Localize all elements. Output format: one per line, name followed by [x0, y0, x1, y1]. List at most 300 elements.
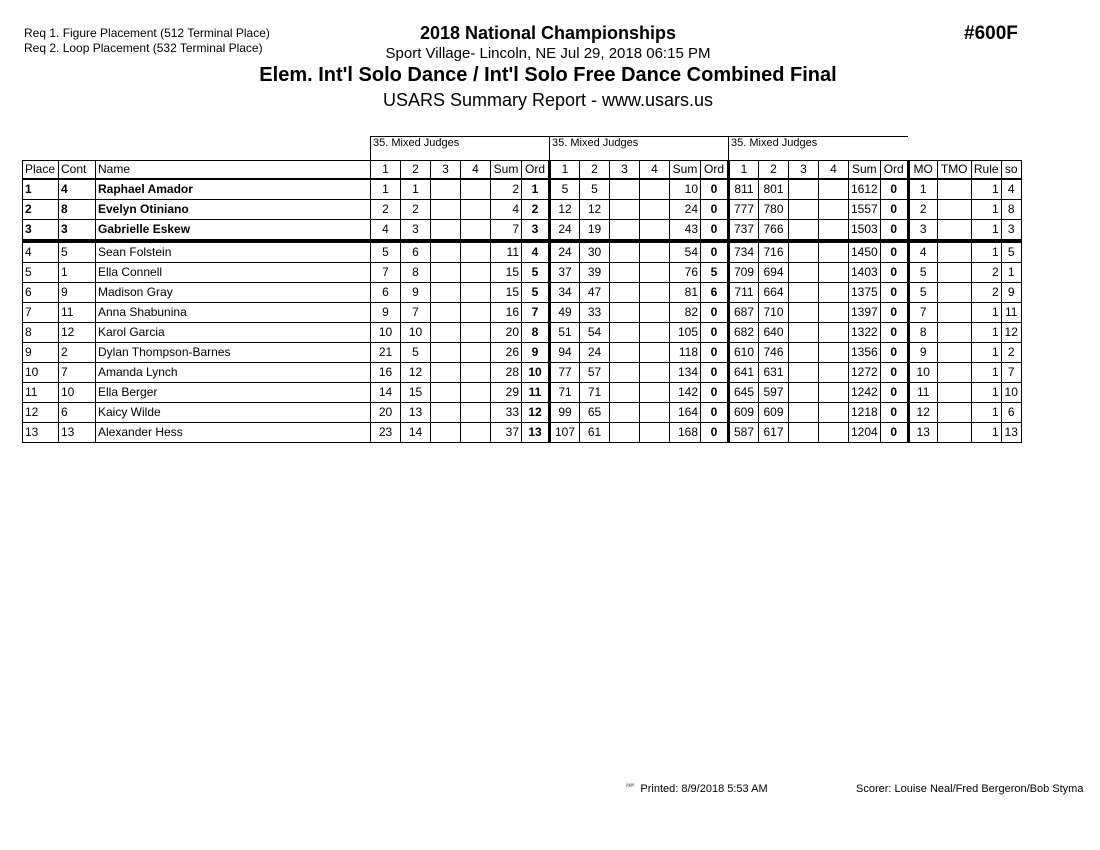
cell-b4: [640, 263, 670, 283]
cell-c4: [819, 343, 849, 363]
cell-b4: [640, 343, 670, 363]
cell-a1: 5: [371, 241, 401, 263]
cell-c1: 811: [729, 179, 759, 200]
column-header-row: [23, 161, 1022, 180]
cell-so: 10: [1001, 383, 1021, 403]
column-header: 1: [550, 161, 580, 180]
cell-mo: 12: [908, 403, 937, 423]
cell-c4: [819, 383, 849, 403]
cell-rule: 1: [971, 363, 1001, 383]
column-header: MO: [908, 161, 937, 180]
column-header: Ord: [522, 161, 550, 180]
cell-cont: 1: [59, 263, 96, 283]
cell-a2: 6: [401, 241, 431, 263]
cell-c1: 609: [729, 403, 759, 423]
cell-bord: 0: [701, 200, 729, 220]
cell-b3: [610, 383, 640, 403]
cell-c1: 709: [729, 263, 759, 283]
cell-bord: 6: [701, 283, 729, 303]
cell-mo: 9: [908, 343, 937, 363]
column-header: Name: [96, 161, 371, 180]
cell-rule: 2: [971, 263, 1001, 283]
cell-cont: 3: [59, 220, 96, 242]
column-header: 2: [759, 161, 789, 180]
column-header: Cont: [59, 161, 96, 180]
printed-info: [626, 783, 768, 795]
table-row: [23, 179, 1022, 200]
cell-a4: [461, 323, 491, 343]
cell-a3: [431, 200, 461, 220]
cell-a2: 12: [401, 363, 431, 383]
cell-mo: 7: [908, 303, 937, 323]
cell-a4: [461, 403, 491, 423]
cell-c1: 777: [729, 200, 759, 220]
cell-a3: [431, 220, 461, 242]
cell-a2: 13: [401, 403, 431, 423]
cell-aord: 2: [522, 200, 550, 220]
cell-csum: 1612: [849, 179, 881, 200]
cell-a4: [461, 423, 491, 443]
cell-a4: [461, 303, 491, 323]
cell-tmo: [937, 283, 971, 303]
printed-date: Printed: 8/9/2018 5:53 AM: [640, 783, 768, 795]
column-header: 4: [461, 161, 491, 180]
cell-c4: [819, 220, 849, 242]
cell-a4: [461, 263, 491, 283]
venue-date: Sport Village- Lincoln, NE Jul 29, 2018 06:15 PM: [385, 45, 711, 62]
cell-b2: 24: [580, 343, 610, 363]
cell-c2: 746: [759, 343, 789, 363]
cell-csum: 1272: [849, 363, 881, 383]
cell-cord: 0: [880, 363, 908, 383]
cell-asum: 2: [491, 179, 522, 200]
cell-csum: 1403: [849, 263, 881, 283]
judge-group-end: [522, 137, 550, 161]
cell-cont: 11: [59, 303, 96, 323]
report-subtitle: USARS Summary Report - www.usars.us: [382, 90, 714, 110]
cell-name: Alexander Hess: [96, 423, 371, 443]
cell-a4: [461, 363, 491, 383]
cell-c3: [789, 423, 819, 443]
cell-rule: 1: [971, 241, 1001, 263]
cell-csum: 1375: [849, 283, 881, 303]
cell-b4: [640, 363, 670, 383]
cell-asum: 11: [491, 241, 522, 263]
cell-c4: [819, 200, 849, 220]
cell-aord: 1: [522, 179, 550, 200]
cell-bsum: 82: [670, 303, 701, 323]
cell-asum: 16: [491, 303, 522, 323]
cell-csum: 1356: [849, 343, 881, 363]
cell-asum: 28: [491, 363, 522, 383]
cell-mo: 3: [908, 220, 937, 242]
cell-csum: 1503: [849, 220, 881, 242]
cell-place: 2: [23, 200, 59, 220]
cell-aord: 11: [522, 383, 550, 403]
cell-csum: 1204: [849, 423, 881, 443]
cell-cord: 0: [880, 403, 908, 423]
cell-a1: 21: [371, 343, 401, 363]
cell-mo: 13: [908, 423, 937, 443]
cell-aord: 7: [522, 303, 550, 323]
cell-b4: [640, 241, 670, 263]
cell-mo: 10: [908, 363, 937, 383]
cell-b1: 34: [550, 283, 580, 303]
cell-a3: [431, 363, 461, 383]
cell-c1: 645: [729, 383, 759, 403]
spacer: [908, 137, 1021, 161]
cell-a2: 14: [401, 423, 431, 443]
cell-so: 3: [1001, 220, 1021, 242]
cell-cont: 9: [59, 283, 96, 303]
column-header: 2: [580, 161, 610, 180]
event-code: #600F: [964, 23, 1018, 44]
cell-a2: 7: [401, 303, 431, 323]
cell-cord: 0: [880, 303, 908, 323]
cell-cord: 0: [880, 220, 908, 242]
cell-c2: 780: [759, 200, 789, 220]
event-name: Elem. Int'l Solo Dance / Int'l Solo Free Dance Combined Final: [259, 64, 837, 86]
cell-a3: [431, 303, 461, 323]
cell-c4: [819, 403, 849, 423]
cell-a3: [431, 263, 461, 283]
cell-c2: 640: [759, 323, 789, 343]
cell-cont: 13: [59, 423, 96, 443]
cell-name: Gabrielle Eskew: [96, 220, 371, 242]
cell-cont: 12: [59, 323, 96, 343]
cell-a1: 7: [371, 263, 401, 283]
cell-b1: 49: [550, 303, 580, 323]
cell-so: 1: [1001, 263, 1021, 283]
cell-c1: 641: [729, 363, 759, 383]
cell-b4: [640, 179, 670, 200]
column-header: 3: [789, 161, 819, 180]
cell-b1: 107: [550, 423, 580, 443]
cell-mo: 1: [908, 179, 937, 200]
column-header: 2: [401, 161, 431, 180]
cell-tmo: [937, 343, 971, 363]
cell-c2: 716: [759, 241, 789, 263]
column-header: Rule: [971, 161, 1001, 180]
cell-so: 2: [1001, 343, 1021, 363]
cell-name: Ella Connell: [96, 263, 371, 283]
column-header: Sum: [491, 161, 522, 180]
cell-a1: 1: [371, 179, 401, 200]
judge-group-row: [23, 137, 1022, 161]
cell-b3: [610, 403, 640, 423]
cell-a3: [431, 241, 461, 263]
cell-bord: 5: [701, 263, 729, 283]
cell-b1: 99: [550, 403, 580, 423]
cell-c2: 710: [759, 303, 789, 323]
cell-bsum: 168: [670, 423, 701, 443]
table-row: [23, 283, 1022, 303]
cell-cont: 6: [59, 403, 96, 423]
cell-rule: 1: [971, 403, 1001, 423]
cell-so: 13: [1001, 423, 1021, 443]
cell-a3: [431, 403, 461, 423]
cell-mo: 5: [908, 263, 937, 283]
cell-tmo: [937, 403, 971, 423]
cell-aord: 5: [522, 283, 550, 303]
cell-tmo: [937, 220, 971, 242]
cell-b2: 47: [580, 283, 610, 303]
column-header: TMO: [937, 161, 971, 180]
scorer-info: Scorer: Louise Neal/Fred Bergeron/Bob Styma: [856, 783, 1084, 795]
cell-asum: 37: [491, 423, 522, 443]
table-row: [23, 263, 1022, 283]
report-title: 2018 National Championships: [419, 23, 677, 43]
cell-cord: 0: [880, 423, 908, 443]
cell-b3: [610, 343, 640, 363]
cell-c3: [789, 263, 819, 283]
table-row: [23, 383, 1022, 403]
cell-b2: 39: [580, 263, 610, 283]
cell-b4: [640, 403, 670, 423]
cell-so: 11: [1001, 303, 1021, 323]
cell-a2: 1: [401, 179, 431, 200]
table-row: [23, 403, 1022, 423]
results-table: [22, 136, 1022, 443]
cell-c2: 597: [759, 383, 789, 403]
cell-bsum: 118: [670, 343, 701, 363]
cell-bsum: 54: [670, 241, 701, 263]
cell-b4: [640, 220, 670, 242]
cell-a1: 23: [371, 423, 401, 443]
cell-a1: 2: [371, 200, 401, 220]
cell-b3: [610, 220, 640, 242]
cell-b1: 5: [550, 179, 580, 200]
printed-code: ²³²⁰: [626, 784, 635, 790]
cell-bord: 0: [701, 303, 729, 323]
cell-a3: [431, 343, 461, 363]
cell-c3: [789, 241, 819, 263]
judge-group-label: 35. Mixed Judges: [729, 137, 881, 161]
column-header: Place: [23, 161, 59, 180]
cell-tmo: [937, 363, 971, 383]
cell-csum: 1557: [849, 200, 881, 220]
cell-a3: [431, 383, 461, 403]
cell-a4: [461, 241, 491, 263]
cell-aord: 9: [522, 343, 550, 363]
cell-aord: 10: [522, 363, 550, 383]
cell-aord: 8: [522, 323, 550, 343]
cell-bord: 0: [701, 179, 729, 200]
cell-a1: 20: [371, 403, 401, 423]
cell-asum: 33: [491, 403, 522, 423]
cell-a4: [461, 220, 491, 242]
cell-place: 9: [23, 343, 59, 363]
cell-bsum: 43: [670, 220, 701, 242]
cell-b1: 12: [550, 200, 580, 220]
cell-c3: [789, 220, 819, 242]
cell-bsum: 10: [670, 179, 701, 200]
judge-group-label: 35. Mixed Judges: [371, 137, 522, 161]
cell-csum: 1397: [849, 303, 881, 323]
cell-aord: 12: [522, 403, 550, 423]
cell-name: Sean Folstein: [96, 241, 371, 263]
cell-c4: [819, 363, 849, 383]
cell-aord: 3: [522, 220, 550, 242]
cell-cord: 0: [880, 200, 908, 220]
cell-bsum: 164: [670, 403, 701, 423]
judge-group-end: [701, 137, 729, 161]
cell-a3: [431, 423, 461, 443]
cell-b1: 94: [550, 343, 580, 363]
cell-b3: [610, 423, 640, 443]
cell-rule: 1: [971, 423, 1001, 443]
cell-cont: 4: [59, 179, 96, 200]
cell-tmo: [937, 241, 971, 263]
cell-b1: 71: [550, 383, 580, 403]
cell-c1: 682: [729, 323, 759, 343]
cell-asum: 26: [491, 343, 522, 363]
cell-asum: 7: [491, 220, 522, 242]
cell-place: 8: [23, 323, 59, 343]
table-row: [23, 220, 1022, 242]
cell-c2: 664: [759, 283, 789, 303]
cell-b2: 65: [580, 403, 610, 423]
cell-b2: 30: [580, 241, 610, 263]
cell-bsum: 76: [670, 263, 701, 283]
cell-cord: 0: [880, 383, 908, 403]
cell-b3: [610, 179, 640, 200]
cell-a2: 2: [401, 200, 431, 220]
cell-c4: [819, 241, 849, 263]
column-header: 4: [640, 161, 670, 180]
cell-a2: 10: [401, 323, 431, 343]
cell-c4: [819, 283, 849, 303]
cell-c1: 737: [729, 220, 759, 242]
cell-c4: [819, 263, 849, 283]
cell-cont: 8: [59, 200, 96, 220]
cell-c1: 610: [729, 343, 759, 363]
cell-cont: 5: [59, 241, 96, 263]
cell-c2: 631: [759, 363, 789, 383]
table-row: [23, 343, 1022, 363]
table-row: [23, 323, 1022, 343]
cell-a1: 6: [371, 283, 401, 303]
table-row: [23, 423, 1022, 443]
cell-so: 12: [1001, 323, 1021, 343]
cell-asum: 15: [491, 263, 522, 283]
cell-bsum: 81: [670, 283, 701, 303]
cell-c1: 587: [729, 423, 759, 443]
column-header: 1: [729, 161, 759, 180]
cell-b2: 57: [580, 363, 610, 383]
cell-a3: [431, 323, 461, 343]
cell-name: Anna Shabunina: [96, 303, 371, 323]
column-header: Sum: [670, 161, 701, 180]
table-row: [23, 303, 1022, 323]
cell-asum: 20: [491, 323, 522, 343]
cell-c2: 609: [759, 403, 789, 423]
cell-tmo: [937, 179, 971, 200]
cell-aord: 5: [522, 263, 550, 283]
cell-bord: 0: [701, 423, 729, 443]
column-header: 3: [431, 161, 461, 180]
cell-c3: [789, 283, 819, 303]
cell-b1: 24: [550, 241, 580, 263]
cell-c3: [789, 200, 819, 220]
cell-b2: 54: [580, 323, 610, 343]
table-row: [23, 200, 1022, 220]
cell-so: 8: [1001, 200, 1021, 220]
cell-bord: 0: [701, 403, 729, 423]
cell-place: 7: [23, 303, 59, 323]
cell-rule: 1: [971, 179, 1001, 200]
cell-a2: 15: [401, 383, 431, 403]
cell-bsum: 134: [670, 363, 701, 383]
cell-a4: [461, 383, 491, 403]
column-header: 4: [819, 161, 849, 180]
cell-a4: [461, 283, 491, 303]
cell-so: 5: [1001, 241, 1021, 263]
cell-c3: [789, 403, 819, 423]
cell-c1: 687: [729, 303, 759, 323]
cell-b3: [610, 200, 640, 220]
cell-b3: [610, 303, 640, 323]
cell-aord: 13: [522, 423, 550, 443]
cell-name: Dylan Thompson-Barnes: [96, 343, 371, 363]
requirement-1: Req 1. Figure Placement (512 Terminal Place): [24, 26, 270, 40]
cell-tmo: [937, 200, 971, 220]
cell-name: Evelyn Otiniano: [96, 200, 371, 220]
cell-c4: [819, 179, 849, 200]
column-header: Ord: [880, 161, 908, 180]
cell-mo: 11: [908, 383, 937, 403]
cell-place: 1: [23, 179, 59, 200]
cell-tmo: [937, 323, 971, 343]
cell-c4: [819, 323, 849, 343]
cell-b2: 33: [580, 303, 610, 323]
cell-csum: 1242: [849, 383, 881, 403]
cell-bord: 0: [701, 220, 729, 242]
cell-b4: [640, 323, 670, 343]
cell-b3: [610, 263, 640, 283]
cell-c2: 694: [759, 263, 789, 283]
cell-bord: 0: [701, 241, 729, 263]
cell-rule: 1: [971, 383, 1001, 403]
cell-rule: 1: [971, 220, 1001, 242]
cell-mo: 5: [908, 283, 937, 303]
cell-asum: 29: [491, 383, 522, 403]
cell-cord: 0: [880, 323, 908, 343]
cell-b2: 71: [580, 383, 610, 403]
cell-b4: [640, 423, 670, 443]
requirement-2: Req 2. Loop Placement (532 Terminal Place): [24, 41, 263, 55]
cell-rule: 1: [971, 200, 1001, 220]
cell-place: 10: [23, 363, 59, 383]
cell-c1: 711: [729, 283, 759, 303]
cell-bsum: 142: [670, 383, 701, 403]
cell-c1: 734: [729, 241, 759, 263]
cell-cord: 0: [880, 283, 908, 303]
cell-rule: 1: [971, 303, 1001, 323]
cell-c3: [789, 343, 819, 363]
cell-tmo: [937, 423, 971, 443]
cell-cont: 10: [59, 383, 96, 403]
column-header: Ord: [701, 161, 729, 180]
cell-a3: [431, 179, 461, 200]
cell-b3: [610, 283, 640, 303]
cell-place: 5: [23, 263, 59, 283]
cell-csum: 1322: [849, 323, 881, 343]
table-row: [23, 241, 1022, 263]
cell-a2: 5: [401, 343, 431, 363]
cell-b2: 12: [580, 200, 610, 220]
cell-a2: 9: [401, 283, 431, 303]
